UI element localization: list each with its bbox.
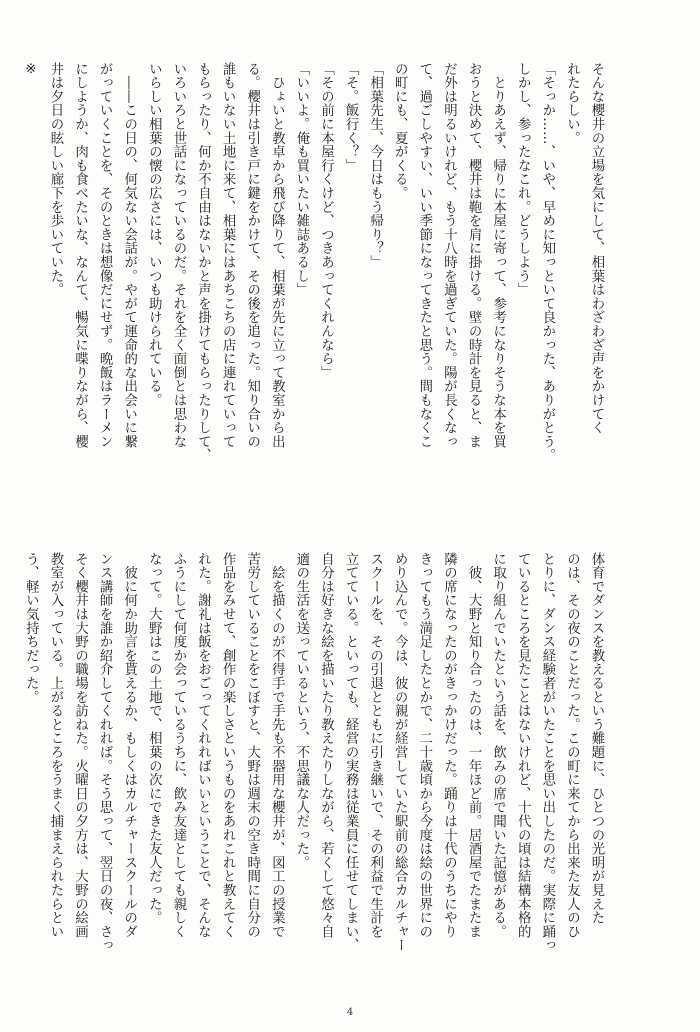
text-line: めり込んで。今は、彼の親が経営していた駅前の総合カルチャー	[392, 552, 408, 953]
text-line: ――この日の、何気ない会話が。やがて運命的な出会いに繋	[121, 62, 137, 449]
text-line: もらったり、何か不自由はないかと声を掛けてもらったりして、	[195, 62, 211, 463]
text-line: 立てている。といっても、経営の実務は従業員に任せてしまい、	[343, 552, 359, 953]
text-block-top	[23, 62, 608, 520]
text-line: 適の生活を送っているという、不思議な人だった。	[293, 552, 309, 870]
text-line: 「そ。飯行く？」	[343, 62, 359, 173]
text-line: にしようか、肉も食べたいな、なんて、暢気に喋りながら、櫻	[72, 62, 88, 449]
text-line: 隣の席になったのがきっかけだった。踊りは十代のうちにやり	[441, 552, 457, 939]
text-line: そんな櫻井の立場を気にして、相葉はわざわざ声をかけてく	[589, 62, 604, 435]
text-line: 彼に何か助言を貰えるか、もしくはカルチャースクールのダ	[121, 552, 137, 939]
text-line: ふうにして何度か会っているうちに、飲み友達としても親しく	[170, 552, 186, 939]
text-line: 「いいよ。俺も買いたい雑誌あるし」	[293, 62, 309, 297]
text-line: のは、その夜のことだった。この町に来てから出来た友人のひ	[564, 552, 580, 939]
text-line: いろいろと世話になっているのだ。それを全く面倒とは思わな	[170, 62, 186, 449]
text-line: れたらしい。	[564, 62, 580, 145]
text-line: なって。大野はこの土地で、相葉の次にできた友人だった。	[146, 552, 162, 925]
text-line: きってもう満足したとかで、二十歳頃から今度は絵の世界にの	[416, 552, 432, 939]
text-line: 「そっか……、いや、早めに知っといて良かった、ありがとう。	[539, 62, 555, 463]
text-line: ているところを見たことはないけれど、十代の頃は結構本格的	[515, 552, 531, 939]
text-line: 体育でダンスを教えるという難題に、ひとつの光明が見えた	[589, 552, 604, 925]
text-line: いらしい相葉の懐の広さには、いつも助けられている。	[146, 62, 162, 407]
text-line: そく櫻井は大野の職場を訪ねた。火曜日の夕方は、大野の絵画	[72, 552, 88, 939]
text-line: とりあえず、帰りに本屋に寄って、参考になりそうな本を買	[490, 62, 506, 449]
text-line: がっていくことを、そのときは想像だにせず。晩飯はラーメン	[97, 62, 113, 449]
page-number: 4	[346, 1007, 354, 1018]
text-line: 自分は好きな絵を描いたり教えたりしながら、若くして悠々自	[318, 552, 334, 939]
text-line: だ外は明るいけれど、もう十八時を過ぎていた。陽が長くなっ	[441, 62, 457, 449]
text-line: 「相葉先生、今日はもう帰り？」	[367, 62, 383, 269]
text-line: スクールを、その引退とともに引き継いで、その利益で生計を	[367, 552, 383, 939]
text-line: 彼、大野と知り合ったのは、一年ほど前。居酒屋でたまたま	[466, 552, 482, 939]
text-line: とりに、ダンス経験者がいたことを思い出したのだ。実際に踊っ	[539, 552, 555, 953]
text-line: しかし、参ったなこれ。どうしよう」	[515, 62, 531, 297]
text-line: 絵を描くのが不得手で手先も不器用な櫻井が、図工の授業で	[269, 552, 285, 939]
text-line: 井は夕日の眩しい廊下を歩いていた。	[47, 62, 63, 297]
text-line: 誰もいない土地に来て、相葉にはあちこちの店に連れていって	[220, 62, 236, 449]
text-line: 苦労していることをこぼすと、大野は週末の空き時間に自分の	[244, 552, 260, 939]
text-block-bottom	[23, 552, 608, 1000]
text-line: う、軽い気持ちだった。	[23, 552, 39, 704]
text-line: に取り組んでいたという話を、飲みの席で聞いた記憶がある。	[490, 552, 506, 939]
scene-break-mark: ※	[23, 62, 39, 78]
text-line: の町にも、夏がくる。	[392, 62, 408, 200]
text-line: ンス講師を誰か紹介してくれれば。そう思って、翌日の夜、さっ	[97, 552, 113, 953]
text-line: 教室が入っている。上がるところをうまく捕まえられたらとい	[47, 552, 63, 939]
text-line: る。櫻井は引き戸に鍵をかけて、その後を追った。知り合いの	[244, 62, 260, 449]
text-line: れた。謝礼は飯をおごってくれればいいということで、そんな	[195, 552, 211, 939]
text-line: 「その前に本屋行くけど、つきあってくれんなら」	[318, 62, 334, 380]
text-line: おうと決めて、櫻井は鞄を肩に掛ける。壁の時計を見ると、ま	[466, 62, 482, 449]
text-line: て、過ごしやすい、いい季節になってきたと思う。間もなくこ	[416, 62, 432, 449]
text-line: 作品をみせて、創作の楽しさというものをあれこれと教えてく	[220, 552, 236, 939]
text-line: ひょいと教卓から飛び降りて、相葉が先に立って教室から出	[269, 62, 285, 449]
